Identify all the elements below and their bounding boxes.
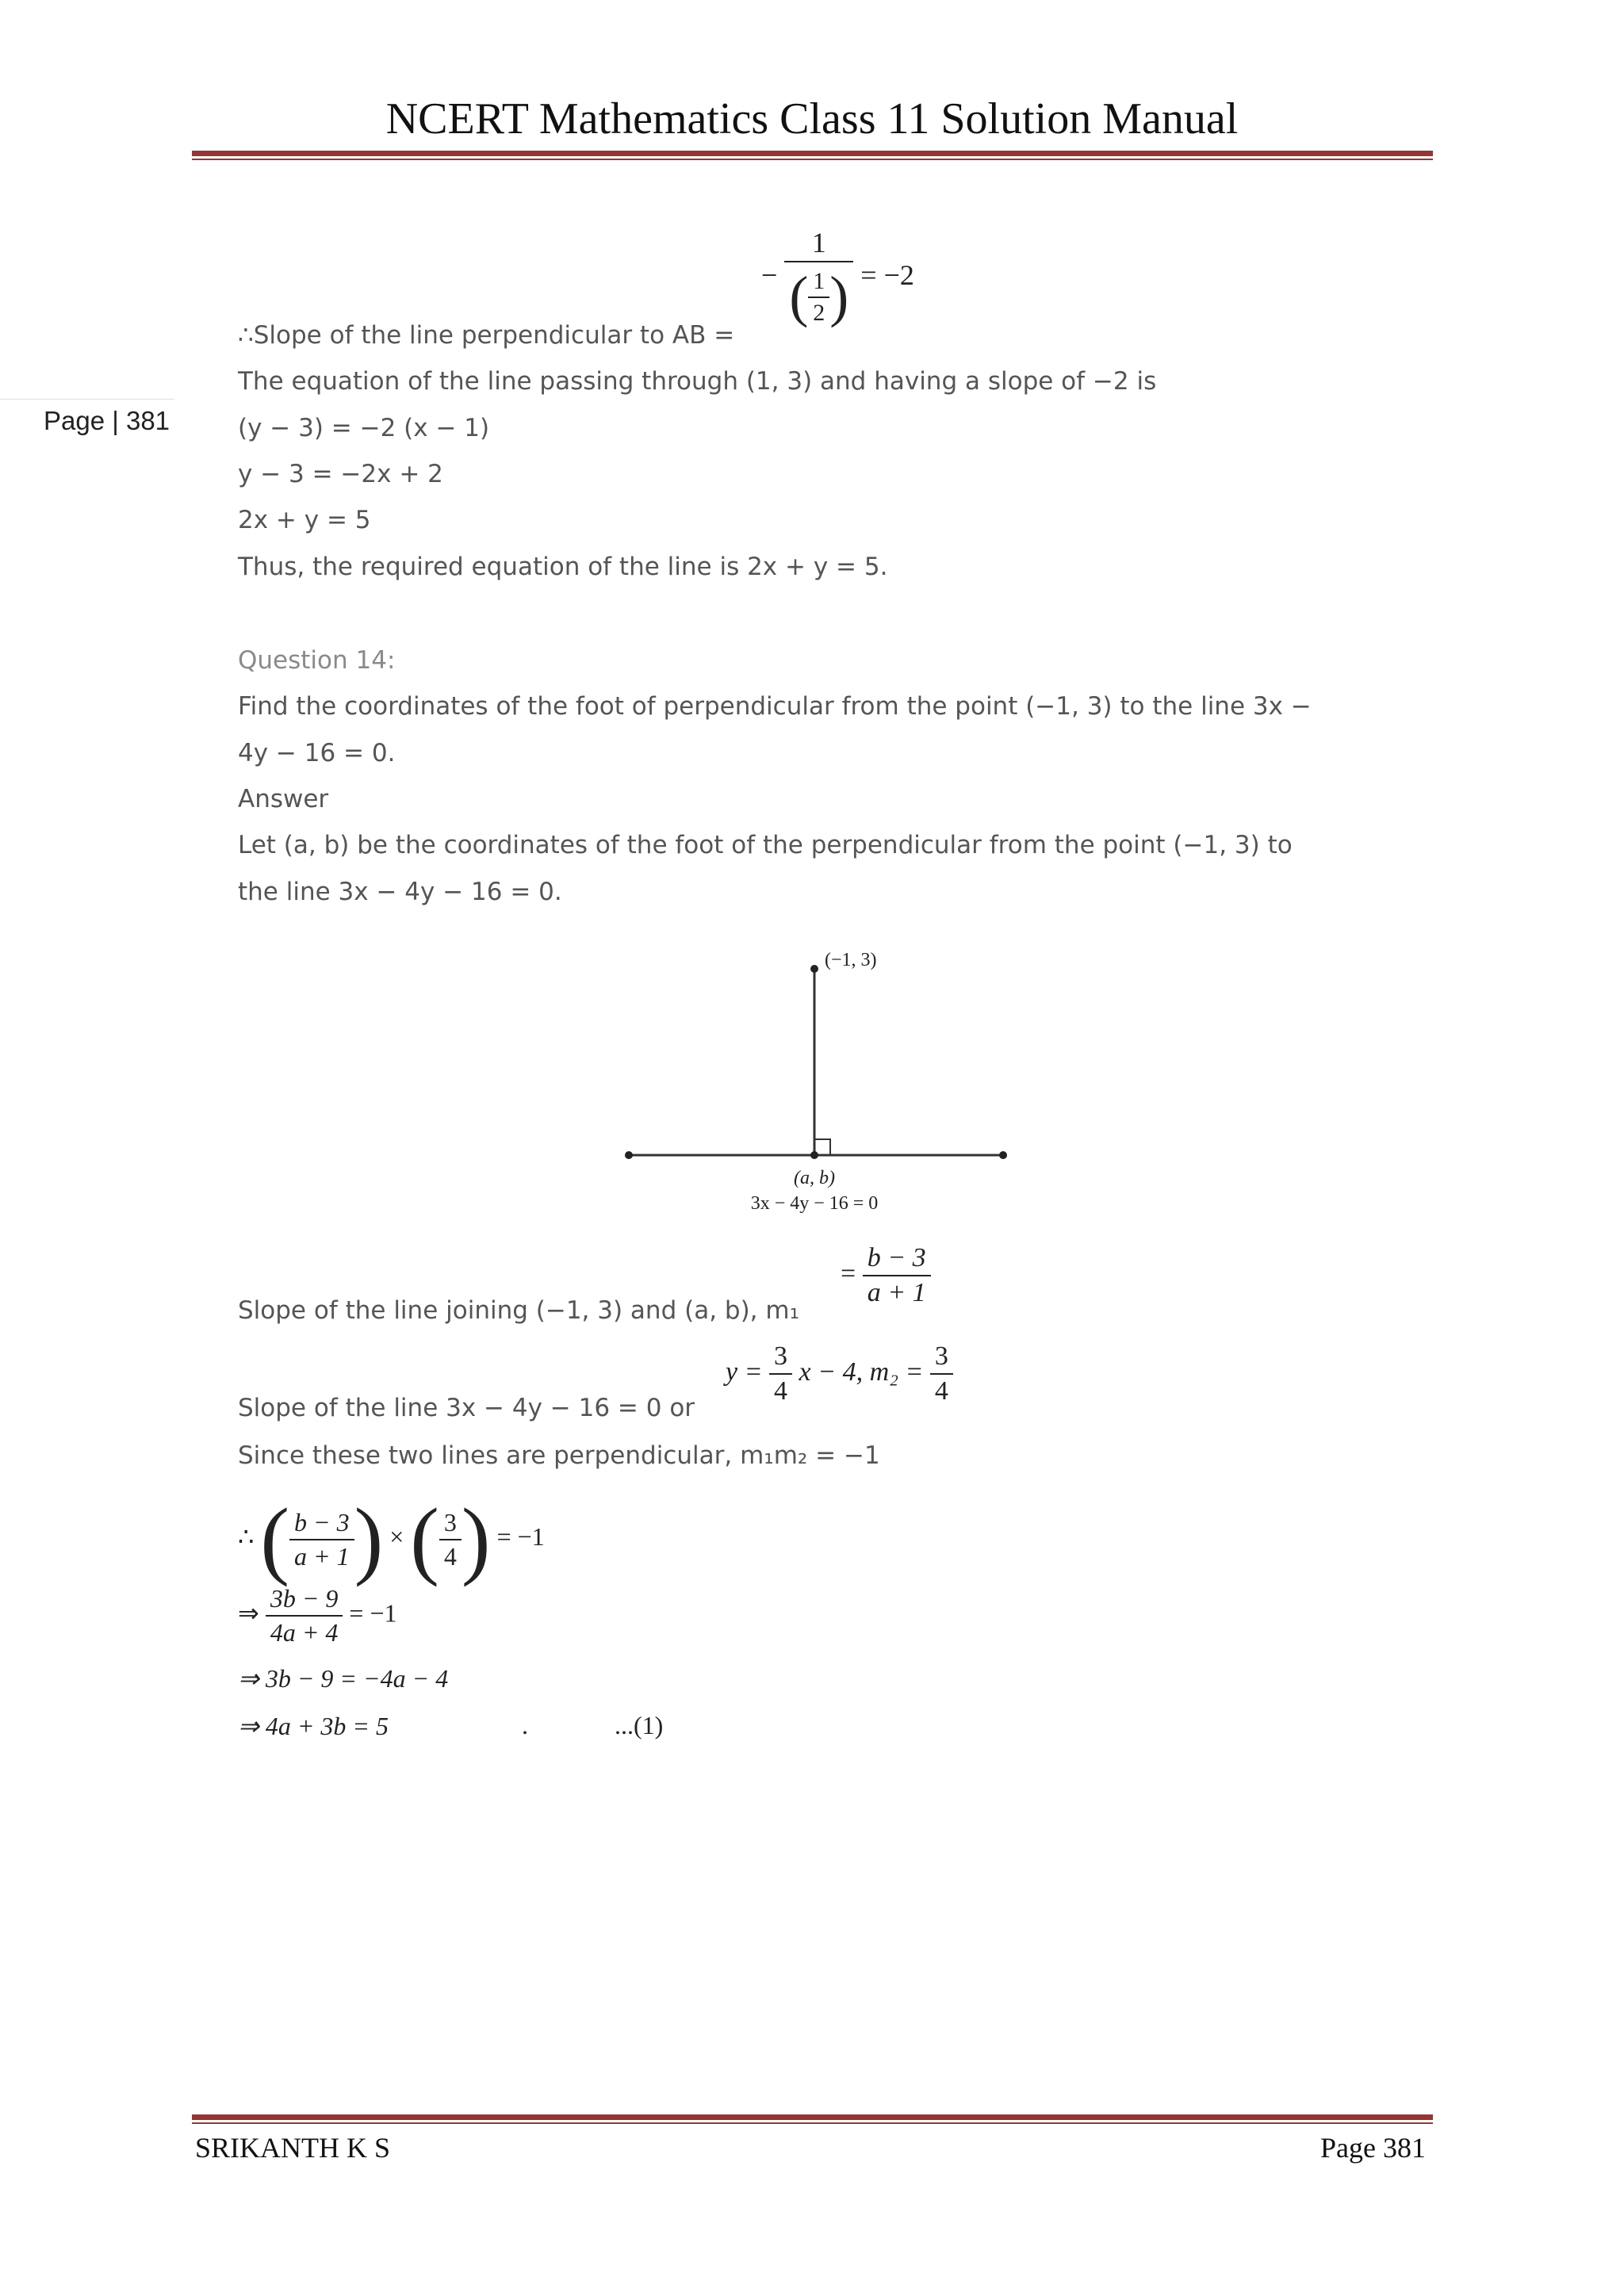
footer-rule-thin — [192, 2122, 1433, 2124]
slope-join-text: Slope of the line joining (−1, 3) and (a, b), m₁ — [238, 1296, 800, 1325]
footer-page-number: Page 381 — [1320, 2132, 1426, 2164]
question-text: 4y − 16 = 0. — [238, 739, 396, 767]
question-heading: Question 14: — [238, 646, 396, 675]
text-line: (y − 3) = −2 (x − 1) — [238, 414, 490, 442]
step-4: ⇒ 4a + 3b = 5 — [238, 1712, 389, 1740]
text-line: ∴Slope of the line perpendicular to AB = — [238, 321, 735, 350]
question-text: Find the coordinates of the foot of perpendicular from the point (−1, 3) to the line 3x − — [238, 692, 1312, 721]
perpendicular-condition: Since these two lines are perpendicular, m₁m₂ = −1 — [238, 1441, 880, 1470]
text-line: y − 3 = −2x + 2 — [238, 460, 443, 488]
step-3: ⇒ 3b − 9 = −4a − 4 — [238, 1664, 449, 1693]
right-angle-marker — [814, 1139, 830, 1155]
point-label: (−1, 3) — [825, 950, 877, 970]
m2-formula: y = $\frac{3}{4}$ x − 4, m₂ = $\frac{3}{4}$ — [726, 1341, 953, 1406]
footer-author: SRIKANTH K S — [195, 2132, 391, 2164]
answer-text: the line 3x − 4y − 16 = 0. — [238, 878, 562, 906]
foot-marker — [810, 1151, 818, 1159]
foot-label: (a, b) — [794, 1168, 835, 1188]
point-marker — [810, 965, 818, 973]
answer-heading: Answer — [238, 785, 329, 813]
step-4-dot: . — [522, 1711, 528, 1739]
header-rule-thick — [192, 151, 1433, 156]
m1-formula: = $\frac{b - 3}{a + 1}$ — [841, 1243, 931, 1308]
step-1: ∴ ( $\frac{b - 3}{a + 1}$ ) × ( $\frac{3}{4}$ ) = −1 — [238, 1490, 545, 1587]
header-rule-thin — [192, 159, 1433, 160]
text-line: Thus, the required equation of the line is 2x + y = 5. — [238, 553, 888, 581]
side-page-label: Page | 381 — [44, 406, 170, 435]
text-line: The equation of the line passing through (1, 3) and having a slope of −2 is — [238, 367, 1157, 396]
equation-ref: ...(1) — [615, 1711, 664, 1739]
page-header-title: NCERT Mathematics Class 11 Solution Manual — [385, 94, 1239, 144]
formula-result: = −2 — [860, 258, 914, 291]
side-divider — [0, 399, 174, 400]
line-endpoint-right — [999, 1151, 1007, 1159]
text-line: 2x + y = 5 — [238, 506, 371, 534]
answer-text: Let (a, b) be the coordinates of the foot of the perpendicular from the point (−1, 3) to — [238, 831, 1293, 859]
slope-line-text: Slope of the line 3x − 4y − 16 = 0 or — [238, 1394, 695, 1422]
line-endpoint-left — [625, 1151, 633, 1159]
fraction: 1 ( $\frac{1}{2}$ ) — [784, 226, 853, 330]
minus-sign: − — [761, 258, 778, 291]
step-2: ⇒ $\frac{3b - 9}{4a + 4}$ = −1 — [238, 1584, 397, 1647]
line-label: 3x − 4y − 16 = 0 — [750, 1193, 879, 1214]
top-formula — [761, 226, 914, 330]
footer-rule-thick — [192, 2114, 1433, 2120]
